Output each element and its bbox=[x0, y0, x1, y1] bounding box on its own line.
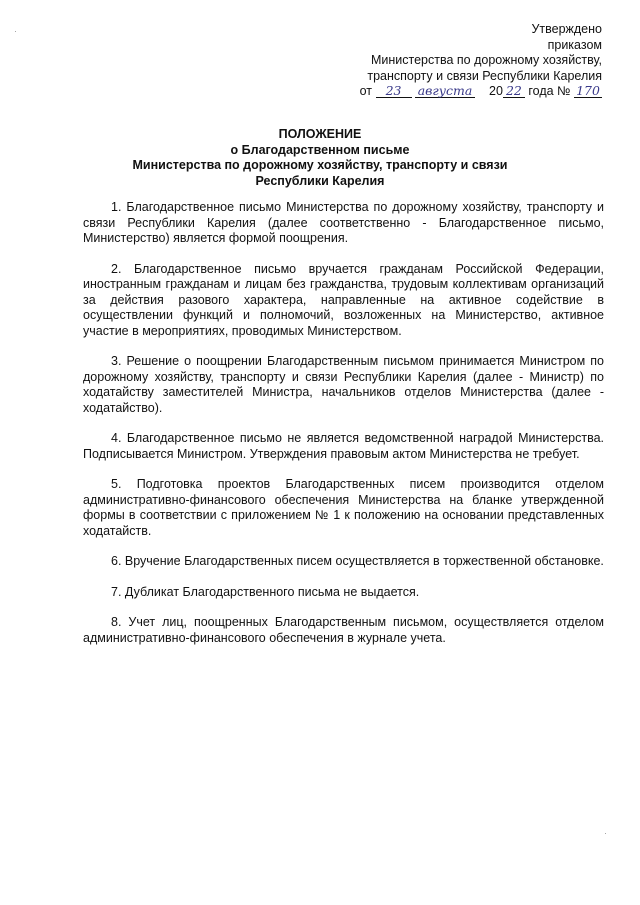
paragraph-4: 4. Благодарственное письмо не является ведомственной наградой Министерства. Подписывается Министром. Утверждения правовым актом Министерства не требует. bbox=[83, 431, 604, 461]
scan-speck: · bbox=[14, 26, 17, 36]
date-prefix: от bbox=[359, 84, 373, 98]
approval-line-4: транспорту и связи Республики Карелия bbox=[367, 68, 602, 83]
paragraph-2: 2. Благодарственное письмо вручается гражданам Российской Федерации, иностранным гражданам и лицам без гражданства, трудовым коллективам организаций за действия разового характера, направленные на активное содействие в осуществлении функций и полномочий, возложенных на Министерство, активное участие в мероприятиях, проводимых Министерством. bbox=[83, 261, 604, 338]
year-word: года bbox=[528, 84, 554, 98]
paragraph-6: 6. Вручение Благодарственных писем осуществляется в торжественной обстановке. bbox=[111, 554, 604, 568]
handwritten-year: 22 bbox=[503, 84, 525, 98]
paragraph-3: 3. Решение о поощрении Благодарственным письмом принимается Министром по дорожному хозяйству, транспорту и связи Республики Карелия (далее - Министр) по ходатайству заместителей Министра, начальников отделов Министерства (далее - ходатайство). bbox=[83, 354, 604, 415]
document-body bbox=[83, 200, 604, 646]
paragraph-1: 1. Благодарственное письмо Министерства по дорожному хозяйству, транспорту и связи Республики Карелия (далее соответственно - Благодарственное письмо, Министерство) является формой поощрения. bbox=[83, 200, 604, 245]
number-sign: № bbox=[557, 84, 571, 98]
approval-date-line bbox=[360, 84, 602, 100]
title-line-2: о Благодарственном письме bbox=[230, 142, 410, 157]
paragraph-7: 7. Дубликат Благодарственного письма не выдается. bbox=[111, 584, 420, 599]
handwritten-month: августа bbox=[415, 84, 475, 98]
approval-line-2: приказом bbox=[547, 37, 602, 52]
scan-speck: · bbox=[604, 828, 607, 838]
handwritten-order-number: 170 bbox=[574, 84, 602, 98]
title-line-1: ПОЛОЖЕНИЕ bbox=[278, 127, 362, 141]
document-title bbox=[0, 127, 640, 189]
approval-line-1: Утверждено bbox=[531, 22, 602, 36]
title-line-3: Министерства по дорожному хозяйству, транспорту и связи bbox=[132, 158, 508, 172]
year-prefix: 20 bbox=[489, 84, 503, 98]
paragraph-8: 8. Учет лиц, поощренных Благодарственным письмом, осуществляется отделом административно-финансового обеспечения в журнале учета. bbox=[83, 615, 604, 645]
approval-line-3: Министерства по дорожному хозяйству, bbox=[370, 53, 602, 67]
approval-stamp bbox=[360, 22, 602, 100]
title-line-4: Республики Карелия bbox=[255, 173, 385, 188]
handwritten-day: 23 bbox=[376, 84, 412, 98]
paragraph-5: 5. Подготовка проектов Благодарственных писем производится отделом административно-финансового обеспечения Министерства на бланке утвержденной формы в соответствии с приложением № 1 к положению на основании представленных ходатайств. bbox=[83, 477, 604, 538]
